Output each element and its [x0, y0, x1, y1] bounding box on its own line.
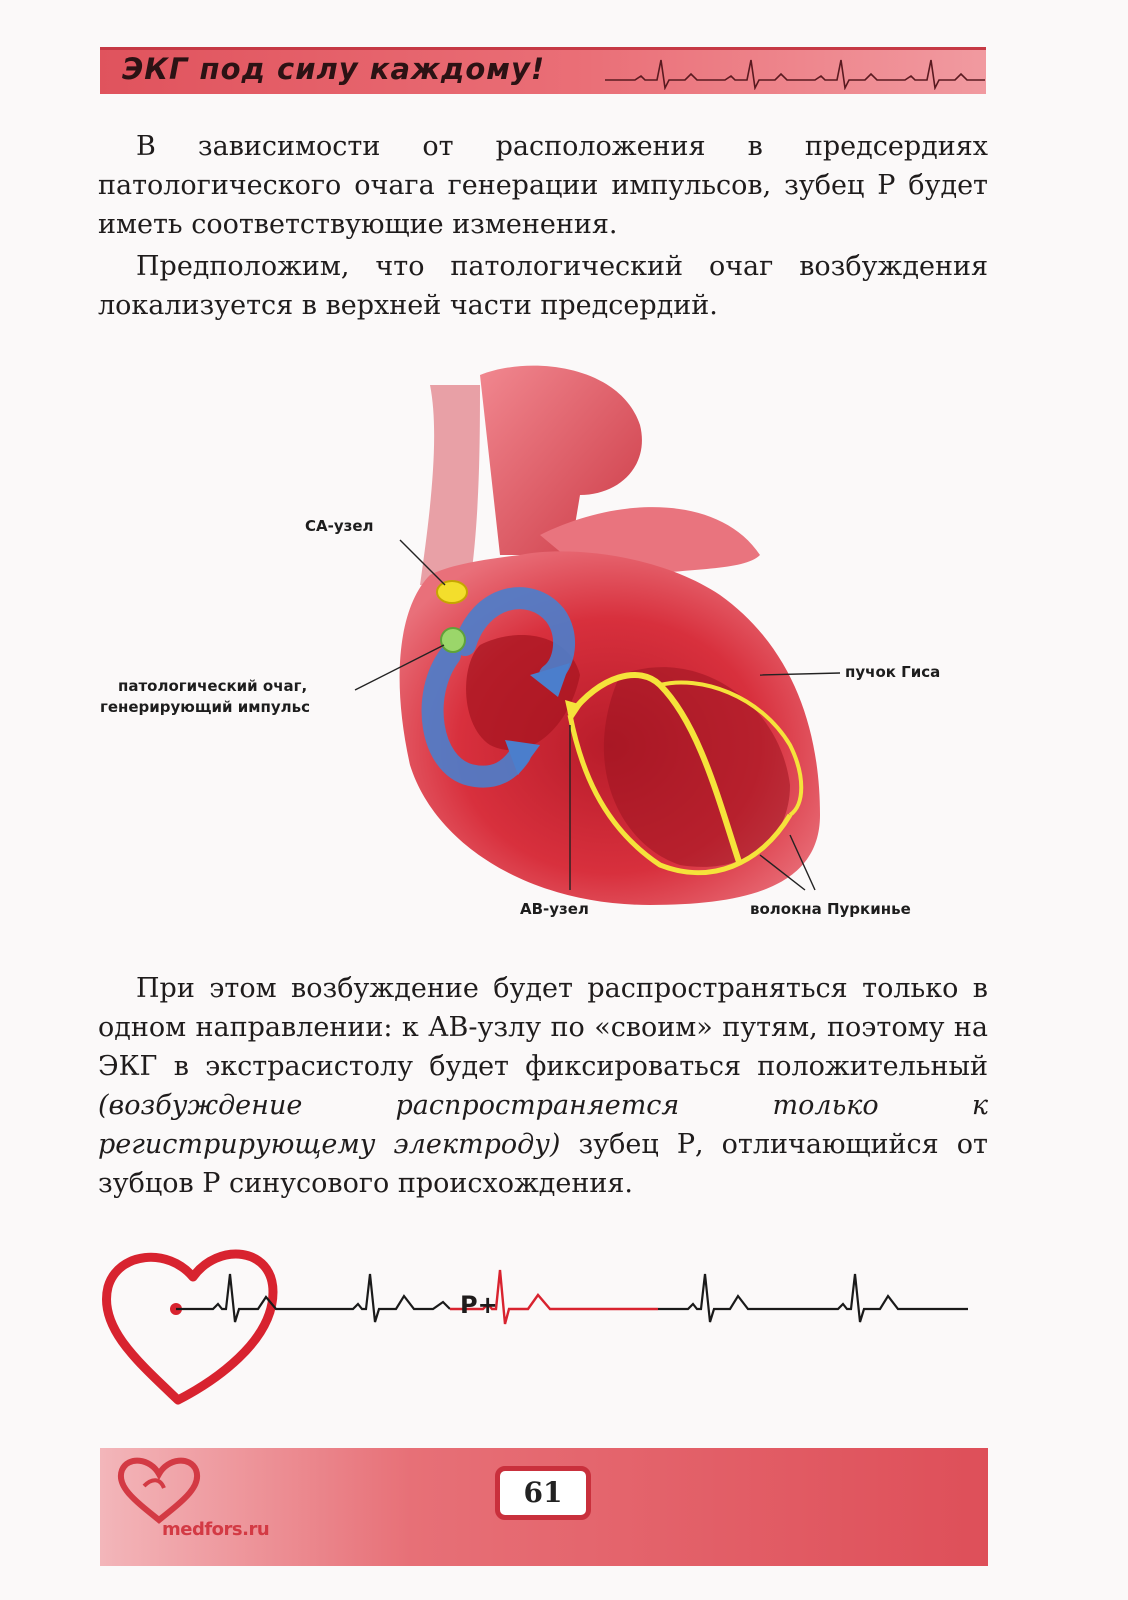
footer-band: [100, 1448, 988, 1566]
label-purkinje-fibers: волокна Пуркинье: [750, 900, 911, 918]
label-ectopic-focus-2: генерирующий импульс: [100, 698, 310, 716]
heart-outline-icon: [106, 1254, 273, 1400]
label-av-node: АВ-узел: [520, 900, 589, 918]
paragraph-3-part1: При этом возбуждение будет распространяться только в одном направлении: к АВ-узлу по «своим» путям, поэтому на ЭКГ в экстрасистолу будет фиксироваться положительный: [98, 973, 988, 1082]
paragraph-3-part2: зубец Р, отличающийся от зубцов Р синусового происхождения.: [98, 1129, 988, 1199]
ecg-trace-black-2: [658, 1274, 968, 1322]
page-number: 61: [495, 1466, 591, 1520]
ecg-trace-black-1: [176, 1274, 450, 1322]
header-ecg-trace: [605, 54, 985, 90]
label-his-bundle: пучок Гиса: [845, 663, 941, 681]
intro-text: [98, 127, 988, 325]
sa-node-marker: [437, 581, 467, 603]
explanation-text: [98, 969, 988, 1203]
paragraph-3-italic: (возбуждение распространяется только к регистрирующему электроду): [98, 1090, 988, 1160]
label-sa-node: СА-узел: [305, 517, 374, 535]
book-title: ЭКГ под силу каждому!: [122, 52, 546, 86]
label-ectopic-focus-1: патологический очаг,: [118, 677, 308, 695]
ecg-strip: [98, 1232, 978, 1412]
p-wave-label: Р+: [460, 1291, 498, 1319]
site-name: medfors.ru: [162, 1519, 270, 1540]
medfors-logo-icon: [114, 1456, 204, 1526]
paragraph-3: [98, 969, 988, 1203]
heart-illustration: [100, 345, 980, 935]
header-band: [100, 47, 986, 94]
ectopic-focus-marker: [441, 628, 465, 652]
paragraph-1: В зависимости от расположения в предсердиях патологического очага генерации импульсов, зубец Р будет иметь соответствующие изменения.: [98, 131, 988, 240]
heart-conduction-figure: [100, 345, 980, 939]
paragraph-2: Предположим, что патологический очаг возбуждения локализуется в верхней части предсердий.: [98, 251, 988, 321]
